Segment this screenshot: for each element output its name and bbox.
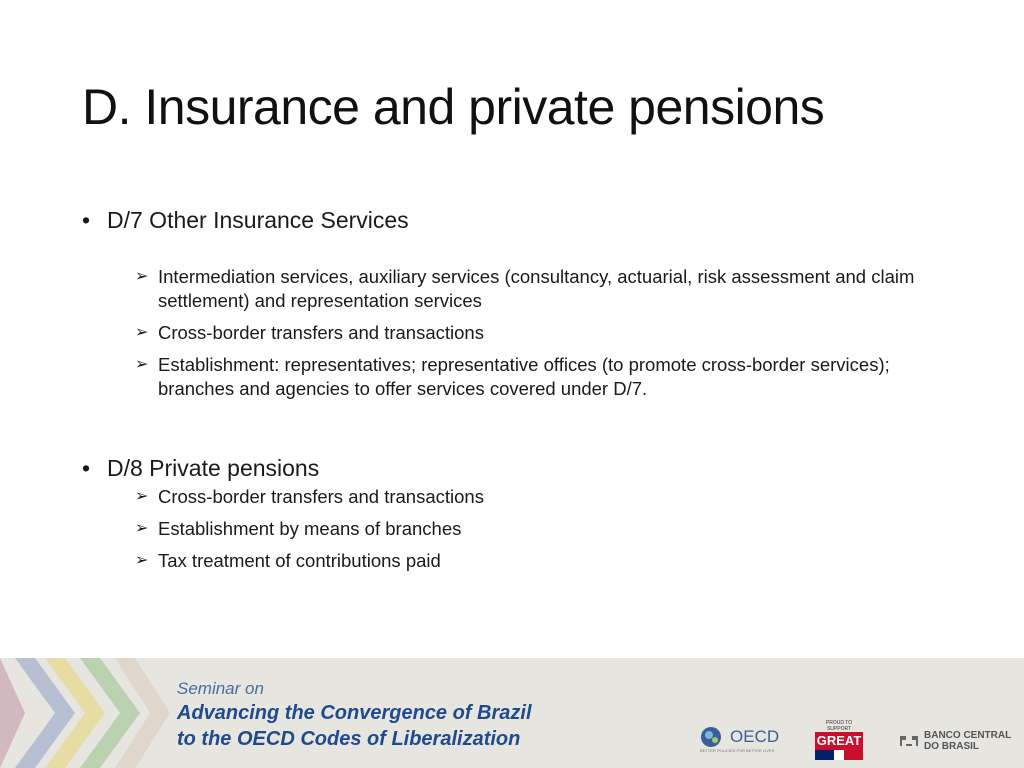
arrow-bullet-icon: ➢ <box>135 356 149 373</box>
arrow-bullet-icon: ➢ <box>135 520 149 537</box>
banco-central-logo: BANCO CENTRAL DO BRASIL <box>898 730 1011 752</box>
arrow-bullet-icon: ➢ <box>135 552 149 569</box>
union-flag-icon <box>815 750 863 760</box>
footer-banner <box>0 658 1024 768</box>
list-item: ➢ Establishment: representatives; representative offices (to promote cross-border services); branches and agencies to offer services covered under D/7. <box>135 354 890 399</box>
bullet-dot-icon: • <box>82 207 91 233</box>
list-item: ➢ Cross-border transfers and transactions <box>135 486 484 507</box>
bullet-dot-icon: • <box>82 455 91 481</box>
seminar-title: Seminar on Advancing the Convergence of Brazil to the OECD Codes of Liberalization <box>177 679 532 750</box>
slide-body <box>82 205 982 573</box>
section-heading-d8: • D/8 Private pensions <box>82 455 320 481</box>
oecd-logo: OECD BETTER POLICIES FOR BETTER LIVES <box>700 727 780 753</box>
great-britain-logo: PROUD TO SUPPORT GREAT <box>815 720 863 760</box>
decorative-pattern-icon <box>0 658 170 768</box>
oecd-globe-icon <box>700 726 726 748</box>
section-heading-d7: • D/7 Other Insurance Services <box>82 207 409 233</box>
list-item: ➢ Establishment by means of branches <box>135 518 462 539</box>
slide-title: D. Insurance and private pensions <box>82 79 825 135</box>
arrow-bullet-icon: ➢ <box>135 488 149 505</box>
arrow-bullet-icon: ➢ <box>135 268 149 285</box>
list-item: ➢ Tax treatment of contributions paid <box>135 550 441 571</box>
bcb-emblem-icon <box>898 730 920 752</box>
list-item: ➢ Intermediation services, auxiliary services (consultancy, actuarial, risk assessment and claim settlement) and representation services <box>135 266 915 311</box>
arrow-bullet-icon: ➢ <box>135 324 149 341</box>
list-item: ➢ Cross-border transfers and transactions <box>135 322 484 343</box>
